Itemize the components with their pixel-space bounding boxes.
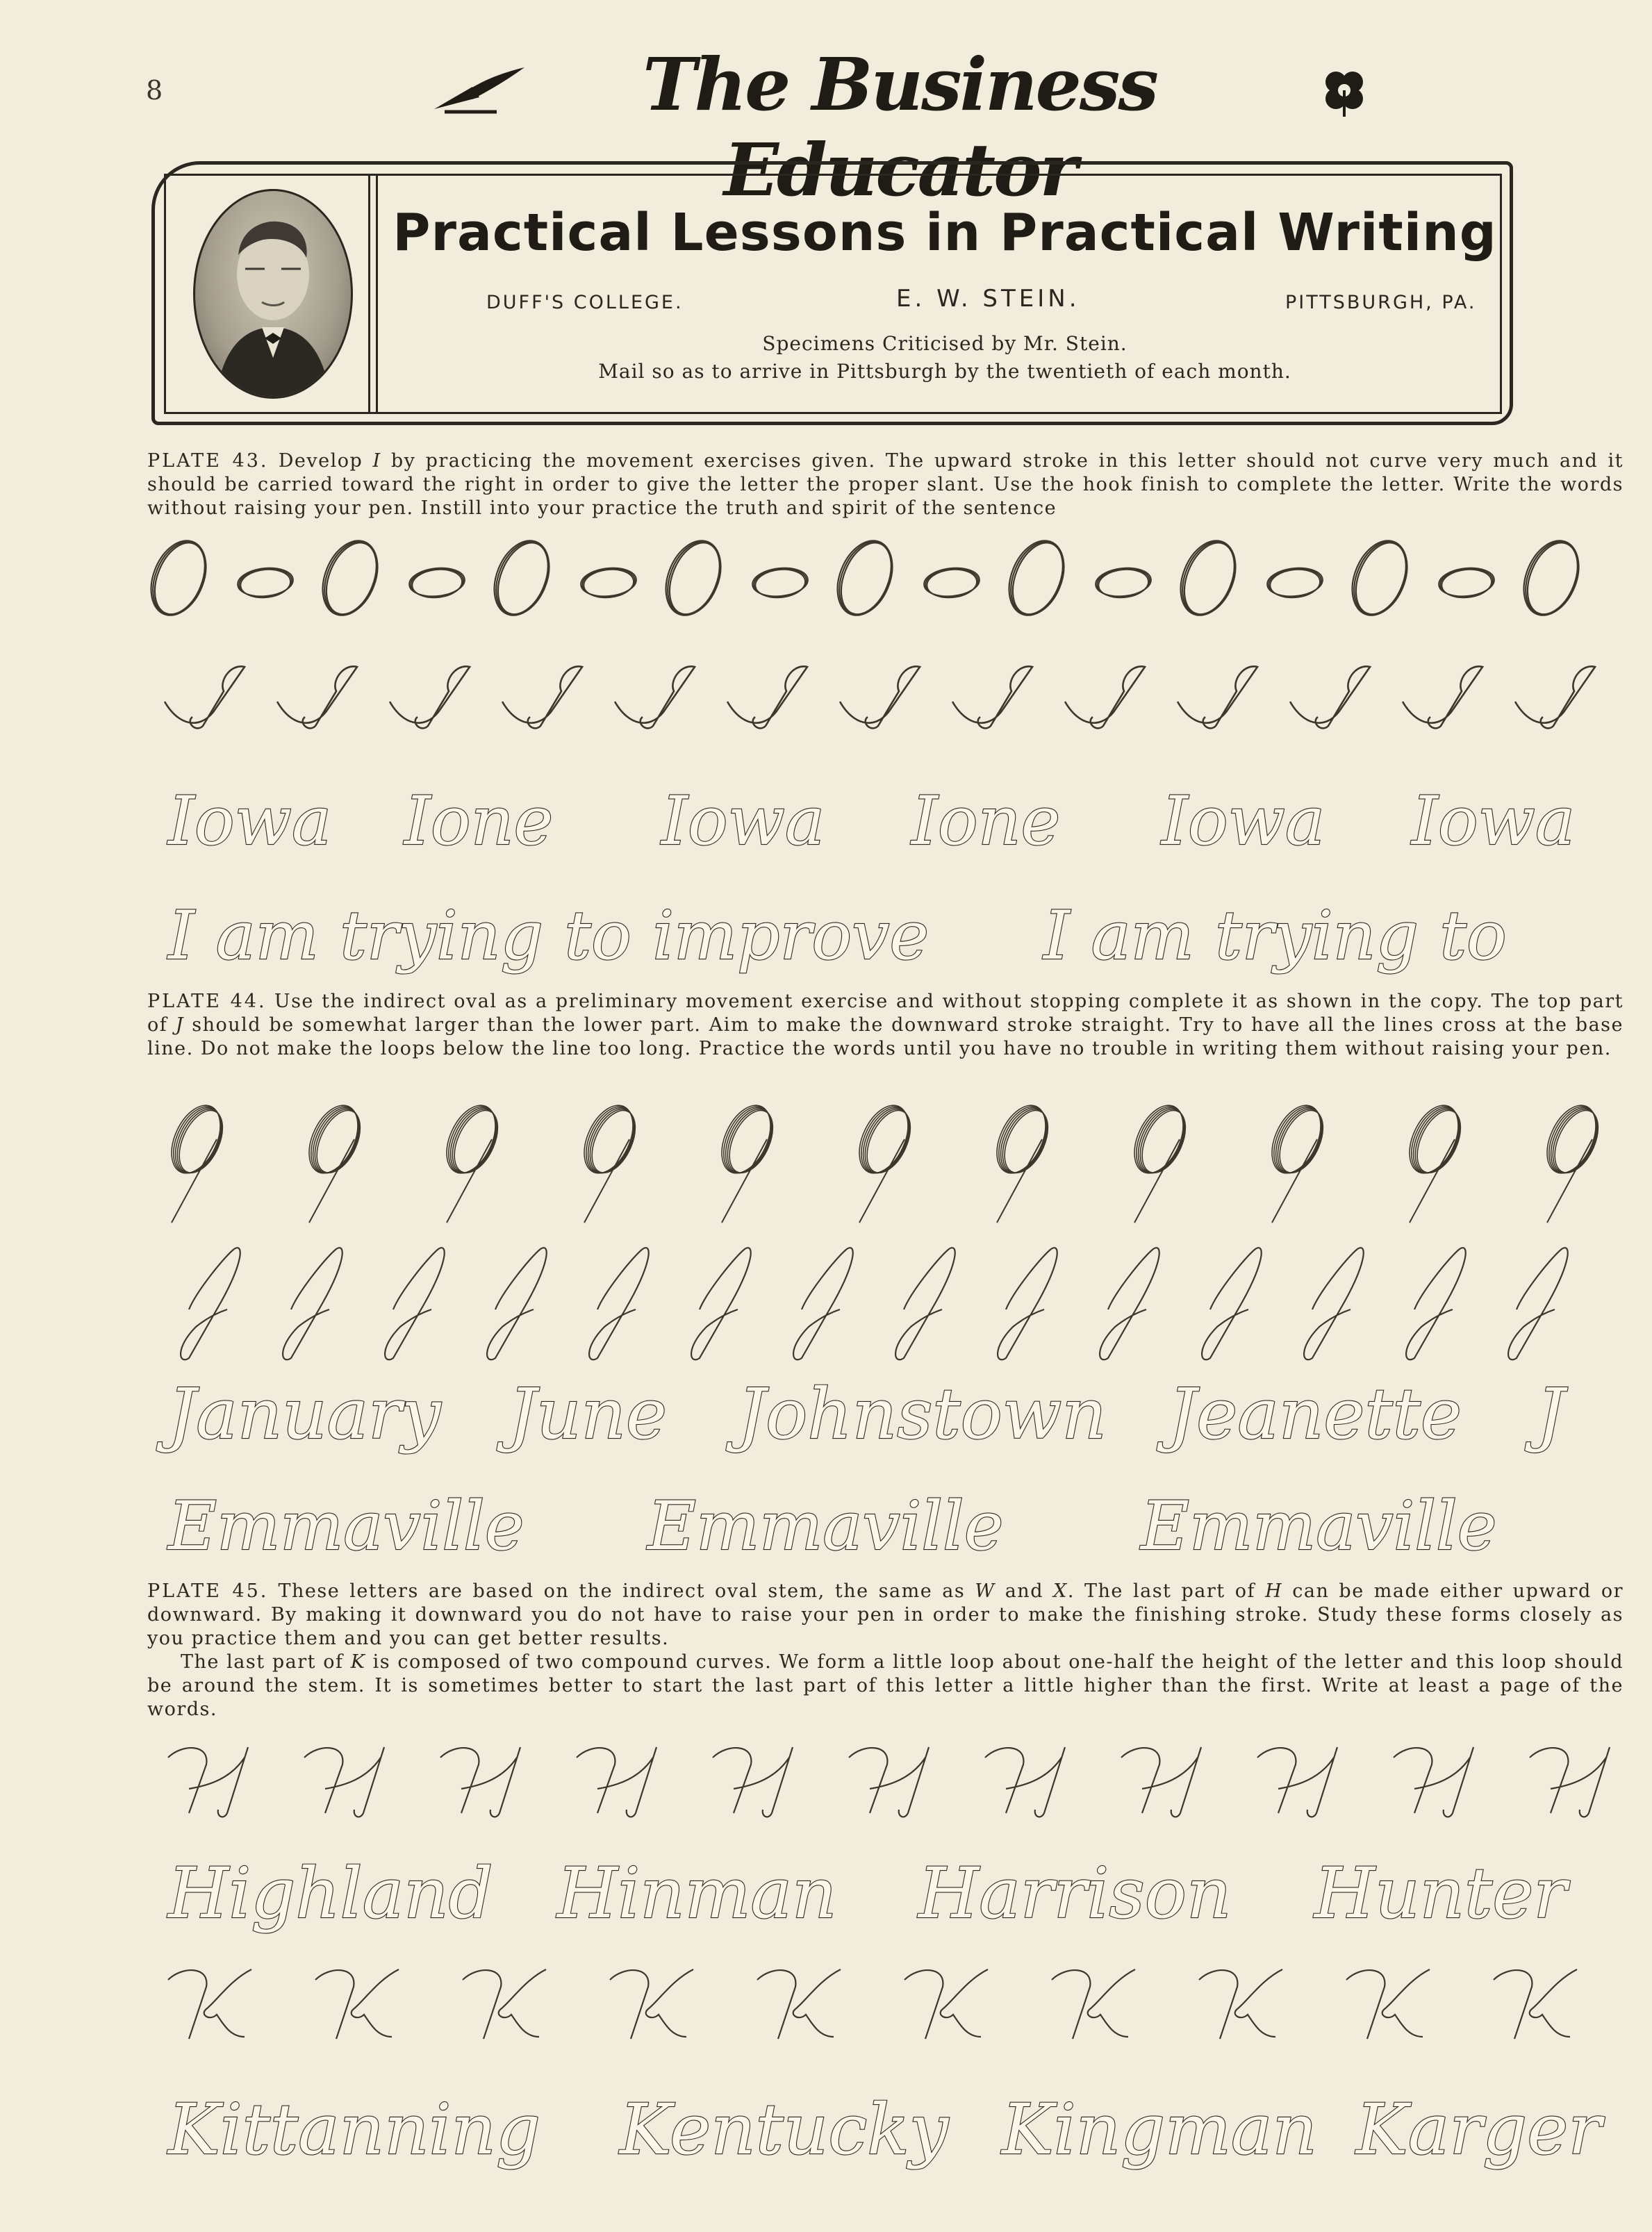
quill-icon: [431, 66, 528, 115]
letter-j-drill-mark: [385, 1248, 445, 1359]
plate-45-instructions: [147, 1580, 1624, 1721]
letter-j-drill-mark: [1508, 1248, 1568, 1359]
plate-text: by practicing the movement exercises given. The upward stroke in this letter should not curve very much and it should be carried toward the right in order to give the letter the proper slant. Use the hook finish to complete the letter. Write the words without raising your pen. Instill into your practice the truth and spirit of the sentence: [147, 450, 1624, 519]
letter-i-drill-mark: [615, 666, 695, 728]
oval-drill-mark: [1344, 534, 1416, 622]
mail-note: Mail so as to arrive in Pittsburgh by the twentieth of each month.: [598, 360, 1291, 383]
letter-j-drill-mark: [1100, 1248, 1159, 1359]
letter-i-drill-mark: [1515, 666, 1595, 728]
plate-43-instructions: [147, 449, 1624, 520]
copy-word: Karger: [1356, 2089, 1602, 2170]
letter-i-drill-mark: [1065, 666, 1145, 728]
letter-i-drill-mark: [165, 666, 245, 728]
h-words-row: [147, 1848, 1627, 1938]
letter-j-drill-mark: [895, 1248, 955, 1359]
letter-j-exercise-row: [147, 1243, 1627, 1362]
j-oval-drill-mark: [309, 1139, 354, 1223]
plate-label: PLATE 44.: [147, 991, 267, 1012]
j-oval-drill-mark: [584, 1139, 629, 1223]
letter-ref: H: [1265, 1580, 1283, 1602]
oval-drill-mark: [143, 534, 215, 622]
plate-44-instructions: [147, 990, 1624, 1061]
sentence-row: [147, 889, 1627, 979]
copy-word: Iowa: [1162, 782, 1325, 860]
plate-text: is composed of two compound curves. We form a little loop about one-half the height of the letter and this loop should be around the stem. It is sometimes better to start the last part of this letter a little higher than the first. Write at least a page of the words.: [147, 1651, 1624, 1720]
k-words-row: [147, 2077, 1627, 2202]
oval-drill-mark: [1173, 534, 1245, 622]
letter-j-drill-mark: [283, 1248, 342, 1359]
letter-k-drill-mark: [168, 1969, 251, 2039]
letter-k-drill-mark: [315, 1969, 399, 2039]
letter-j-drill-mark: [181, 1248, 240, 1359]
letter-h-drill-mark: [440, 1747, 520, 1817]
j-words-row: [147, 1362, 1627, 1480]
oval-drill-mark: [1440, 567, 1493, 600]
j-oval-drill-mark: [1134, 1139, 1180, 1223]
copy-word: June: [509, 1373, 668, 1455]
portrait-photo: [193, 189, 353, 399]
letter-k-drill-mark: [610, 1969, 693, 2039]
letter-i-drill-mark: [1178, 666, 1257, 728]
letter-i-drill-mark: [952, 666, 1032, 728]
j-oval-drill-mark: [172, 1139, 217, 1223]
letter-h-drill-mark: [304, 1747, 384, 1817]
j-oval-drill-mark: [997, 1139, 1042, 1223]
criticism-note: Specimens Criticised by Mr. Stein.: [762, 332, 1128, 355]
emmaville-row: [147, 1480, 1627, 1570]
page-number: 8: [146, 75, 163, 106]
copy-word: Iowa: [661, 782, 825, 860]
copy-word: Emmaville: [1141, 1487, 1497, 1565]
oval-drill-mark: [239, 567, 292, 600]
j-oval-drill-mark: [1410, 1139, 1455, 1223]
oval-drill-mark: [754, 567, 807, 600]
copy-word: Hunter: [1314, 1853, 1567, 1934]
letter-j-drill-mark: [1202, 1248, 1262, 1359]
oval-exercise-row: [147, 535, 1627, 625]
plate-text: These letters are based on the indirect oval stem, the same as: [268, 1580, 975, 1602]
letter-j-drill-mark: [691, 1248, 751, 1359]
oval-drill-mark: [1097, 567, 1150, 600]
letter-k-drill-mark: [1346, 1969, 1430, 2039]
letter-h-drill-mark: [1257, 1747, 1337, 1817]
letter-h-drill-mark: [985, 1747, 1065, 1817]
oval-drill-mark: [315, 534, 387, 622]
author-name: E. W. STEIN.: [896, 285, 1080, 313]
copy-word: Iowa: [1412, 782, 1576, 860]
letter-i-drill-mark: [277, 666, 357, 728]
copy-word: Johnstown: [738, 1373, 1107, 1455]
letter-ref: I: [372, 450, 381, 472]
letter-h-drill-mark: [168, 1747, 248, 1817]
location: PITTSBURGH, PA.: [1285, 292, 1477, 313]
copy-word: Jeanette: [1168, 1373, 1462, 1455]
letter-h-drill-mark: [1530, 1747, 1610, 1817]
oval-drill-mark: [486, 534, 559, 622]
oval-drill-mark: [829, 534, 902, 622]
copy-word: J: [1537, 1373, 1565, 1455]
copy-word: Emmaville: [168, 1487, 524, 1565]
j-oval-drill-mark: [859, 1139, 905, 1223]
letter-k-drill-mark: [463, 1969, 546, 2039]
copy-word: Kittanning: [168, 2089, 540, 2170]
letter-j-drill-mark: [1406, 1248, 1466, 1359]
j-oval-exercise-row: [147, 1101, 1627, 1233]
letter-ref: W: [975, 1580, 996, 1602]
letter-j-drill-mark: [1304, 1248, 1364, 1359]
iowa-words-row: [147, 778, 1627, 861]
letter-k-drill-mark: [1199, 1969, 1282, 2039]
plate-text: . The last part of: [1067, 1580, 1266, 1602]
plate-text: and: [995, 1580, 1054, 1602]
letter-h-exercise-row: [147, 1737, 1627, 1827]
letter-ref: J: [175, 1014, 184, 1036]
letter-h-drill-mark: [849, 1747, 929, 1817]
letter-j-drill-mark: [589, 1248, 649, 1359]
college-name: DUFF'S COLLEGE.: [486, 292, 684, 313]
letter-k-drill-mark: [757, 1969, 841, 2039]
masthead-title: The Business Educator: [643, 42, 1157, 213]
letter-i-drill-mark: [840, 666, 920, 728]
plate-label: PLATE 43.: [147, 450, 269, 472]
copy-word: Ione: [404, 782, 554, 860]
letter-k-drill-mark: [1052, 1969, 1135, 2039]
j-oval-drill-mark: [1547, 1139, 1592, 1223]
copy-word: January: [168, 1373, 441, 1455]
letter-k-drill-mark: [905, 1969, 988, 2039]
letter-i-exercise-row: [147, 660, 1627, 743]
copy-word: Ione: [911, 782, 1061, 860]
copy-sentence: I am trying to: [1043, 897, 1507, 975]
letter-i-drill-mark: [1290, 666, 1370, 728]
letter-j-drill-mark: [487, 1248, 547, 1359]
clover-emblem-icon: [1316, 63, 1372, 118]
letter-h-drill-mark: [713, 1747, 793, 1817]
lesson-title: Practical Lessons in Practical Writing: [393, 203, 1497, 263]
oval-drill-mark: [1001, 534, 1073, 622]
oval-drill-mark: [1516, 534, 1588, 622]
copy-sentence: I am trying to improve: [168, 897, 930, 975]
letter-j-drill-mark: [793, 1248, 853, 1359]
letter-ref: X: [1053, 1580, 1068, 1602]
copy-word: Kentucky: [620, 2089, 949, 2170]
copy-word: Harrison: [918, 1853, 1232, 1934]
copy-word: Emmaville: [647, 1487, 1004, 1565]
copy-word: Hinman: [557, 1853, 837, 1934]
oval-drill-mark: [925, 567, 978, 600]
portrait-divider: [368, 174, 378, 414]
letter-h-drill-mark: [1394, 1747, 1473, 1817]
letter-i-drill-mark: [727, 666, 807, 728]
letter-h-drill-mark: [577, 1747, 656, 1817]
oval-drill-mark: [582, 567, 635, 600]
copy-word: Highland: [168, 1853, 493, 1934]
plate-text: should be somewhat larger than the lower part. Aim to make the downward stroke straight. Try to have all the lines cross at the base line. Do not make the loops below the line too long. Practice the words until you have no trouble in writing them without raising your pen.: [147, 1014, 1624, 1059]
letter-k-exercise-row: [147, 1959, 1627, 2049]
j-oval-drill-mark: [1272, 1139, 1317, 1223]
j-oval-drill-mark: [447, 1139, 492, 1223]
copy-word: Kingman: [1002, 2089, 1317, 2170]
letter-i-drill-mark: [1403, 666, 1482, 728]
plate-text: Develop: [268, 450, 373, 472]
plate-text: The last part of: [181, 1651, 351, 1673]
letter-h-drill-mark: [1121, 1747, 1201, 1817]
plate-text: Use the indirect oval as a preliminary movement exercise and without stopping complete it as shown in the copy. The top part of: [147, 991, 1624, 1036]
oval-drill-mark: [658, 534, 730, 622]
copy-word: Iowa: [168, 782, 332, 860]
plate-text: can be made either upward or downward. By making it downward you do not have to raise your pen in order to make the finishing stroke. Study these forms closely as you practice them and you can get better results.: [147, 1580, 1624, 1649]
letter-i-drill-mark: [390, 666, 470, 728]
letter-j-drill-mark: [998, 1248, 1057, 1359]
oval-drill-mark: [411, 567, 463, 600]
letter-k-drill-mark: [1494, 1969, 1577, 2039]
letter-ref: K: [350, 1651, 366, 1673]
j-oval-drill-mark: [722, 1139, 767, 1223]
oval-drill-mark: [1269, 567, 1321, 600]
plate-label: PLATE 45.: [147, 1580, 269, 1602]
letter-i-drill-mark: [502, 666, 582, 728]
